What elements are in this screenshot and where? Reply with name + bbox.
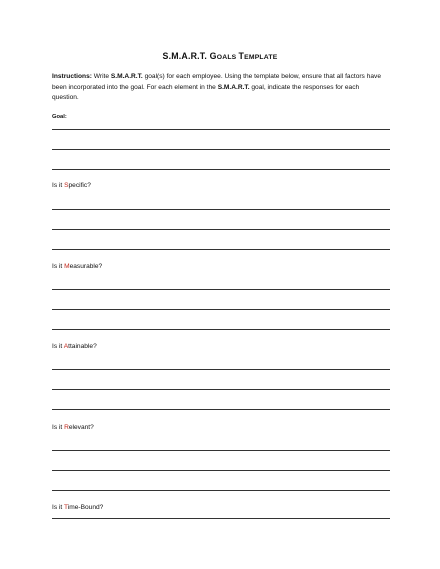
question-time-bound (52, 504, 103, 511)
question-prefix: Is it (52, 343, 64, 350)
instructions-text-1: Write (91, 73, 111, 80)
measurable-line-3[interactable] (52, 329, 390, 330)
document-title (0, 51, 440, 61)
relevant-line-2[interactable] (52, 470, 390, 471)
specific-line-2[interactable] (52, 229, 390, 230)
relevant-line-1[interactable] (52, 450, 390, 451)
instructions-text-3: goal, indicate the responses for each question. (52, 83, 360, 102)
goal-line-1[interactable] (52, 129, 390, 130)
title-part-4: EMPLATE (244, 54, 278, 61)
goal-line-3[interactable] (52, 169, 390, 170)
attainable-line-1[interactable] (52, 369, 390, 370)
question-letter: M (64, 263, 70, 270)
question-measurable (52, 263, 102, 270)
instructions-smart-1: S.M.A.R.T. (110, 73, 143, 80)
question-rest: ttainable? (68, 343, 97, 350)
title-part-1: S.M.A.R.T. G (162, 51, 217, 61)
instructions-text-2: goal(s) for each employee. Using the template below, ensure that all factors have been incorporated into the goal. For each element in the (52, 73, 381, 91)
question-attainable (52, 343, 97, 350)
attainable-line-3[interactable] (52, 409, 390, 410)
attainable-line-2[interactable] (52, 389, 390, 390)
measurable-line-1[interactable] (52, 289, 390, 290)
instructions-smart-2: S.M.A.R.T. (217, 83, 250, 91)
question-specific (52, 182, 91, 189)
question-letter: T (63, 504, 68, 511)
instructions-paragraph (52, 72, 382, 104)
question-prefix: Is it (52, 424, 65, 431)
question-letter: R (64, 424, 69, 431)
question-prefix: Is it (52, 504, 64, 511)
specific-line-3[interactable] (52, 249, 390, 250)
instructions-label: Instructions: (52, 73, 92, 80)
measurable-line-2[interactable] (52, 309, 390, 310)
relevant-line-3[interactable] (52, 490, 390, 491)
time-bound-line-1[interactable] (52, 518, 390, 519)
title-part-2: OALS (216, 54, 239, 61)
question-relevant (52, 424, 94, 431)
goal-label: Goal: (52, 114, 67, 120)
specific-line-1[interactable] (52, 209, 390, 210)
question-letter: A (63, 343, 69, 350)
title-part-3: T (238, 51, 245, 61)
question-letter: S (64, 182, 69, 189)
question-prefix: Is it (52, 263, 65, 270)
question-rest: easurable? (69, 263, 103, 270)
question-rest: ime-Bound? (67, 504, 104, 511)
goal-line-2[interactable] (52, 149, 390, 150)
question-rest: elevant? (68, 424, 94, 431)
question-rest: pecific? (68, 182, 91, 189)
question-prefix: Is it (52, 182, 65, 189)
